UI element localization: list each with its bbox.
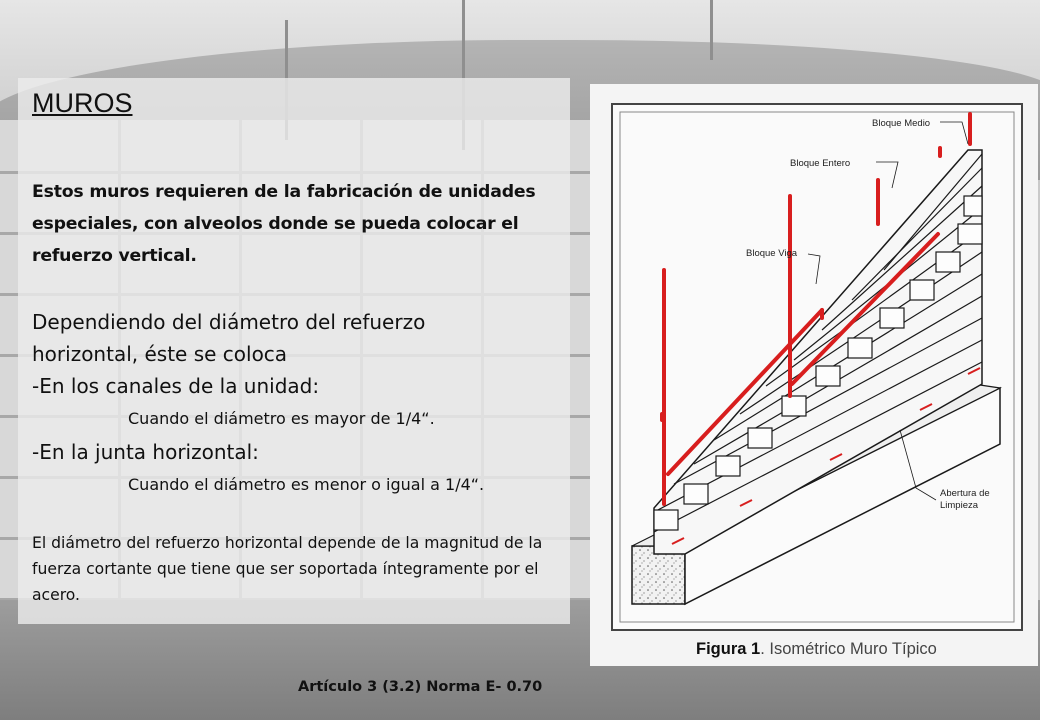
intro-paragraph: Estos muros requieren de la fabricación de unidades especiales, con alveolos donde se pueda colocar el refuerzo vertical. [32, 182, 536, 266]
isometric-wall-figure [590, 84, 1038, 666]
background-pole [710, 0, 713, 60]
slide-title: MUROS [32, 88, 133, 118]
label-bloque-viga: Bloque Viga [746, 248, 798, 259]
body-line: -En los canales de la unidad: [32, 374, 320, 398]
body-line: -En la junta horizontal: [32, 440, 259, 464]
body-line: horizontal, éste se coloca [32, 342, 288, 366]
caption-text: . Isométrico Muro Típico [760, 640, 937, 658]
wall-drawing [590, 84, 1038, 666]
figure-caption [696, 640, 937, 659]
label-abertura-1: Abertura de [940, 488, 990, 499]
note-paragraph: El diámetro del refuerzo horizontal depende de la magnitud de la fuerza cortante que tiene que ser soportada íntegramente por el acero. [32, 534, 543, 604]
label-bloque-medio: Bloque Medio [872, 118, 931, 129]
body-subline: Cuando el diámetro es menor o igual a 1/4“. [128, 475, 485, 494]
label-bloque-entero: Bloque Entero [790, 158, 851, 169]
body-text [32, 306, 572, 502]
footer-reference: Artículo 3 (3.2) Norma E- 0.70 [298, 679, 543, 695]
body-subline: Cuando el diámetro es mayor de 1/4“. [128, 409, 435, 428]
caption-label: Figura 1 [696, 640, 761, 658]
body-line: Dependiendo del diámetro del refuerzo [32, 310, 426, 334]
label-abertura-2: Limpieza [940, 500, 979, 511]
